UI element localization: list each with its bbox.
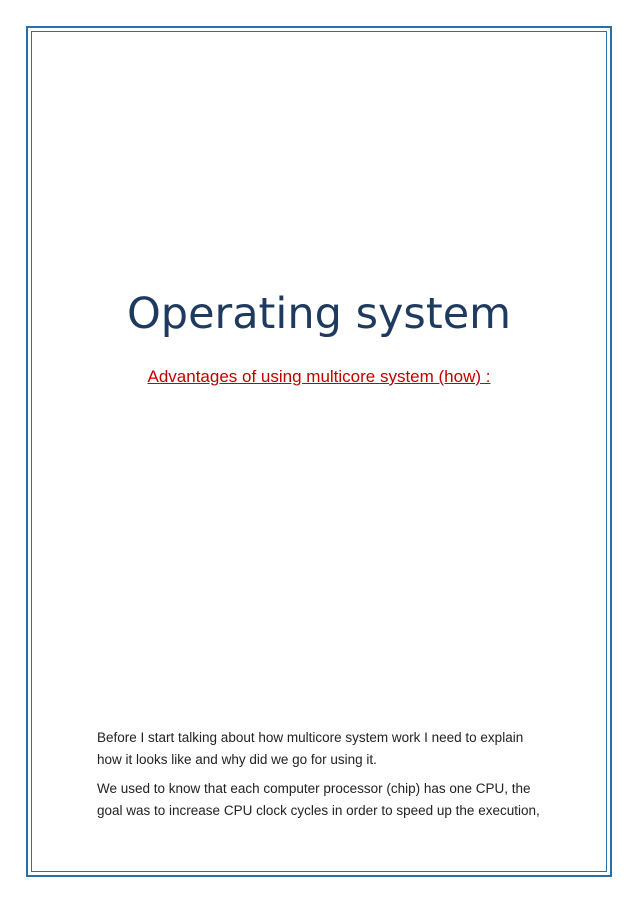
- paragraph-2: We used to know that each computer processor (chip) has one CPU, the goal was to increase CPU clock cycles in order to speed up the execution,: [97, 781, 540, 818]
- paragraph-1: Before I start talking about how multicore system work I need to explain how it looks like and why did we go for using it.: [97, 730, 524, 767]
- document-title: Operating system: [126, 289, 512, 339]
- section-heading: Advantages of using multicore system (how) :: [147, 367, 491, 386]
- body-text: [97, 727, 549, 829]
